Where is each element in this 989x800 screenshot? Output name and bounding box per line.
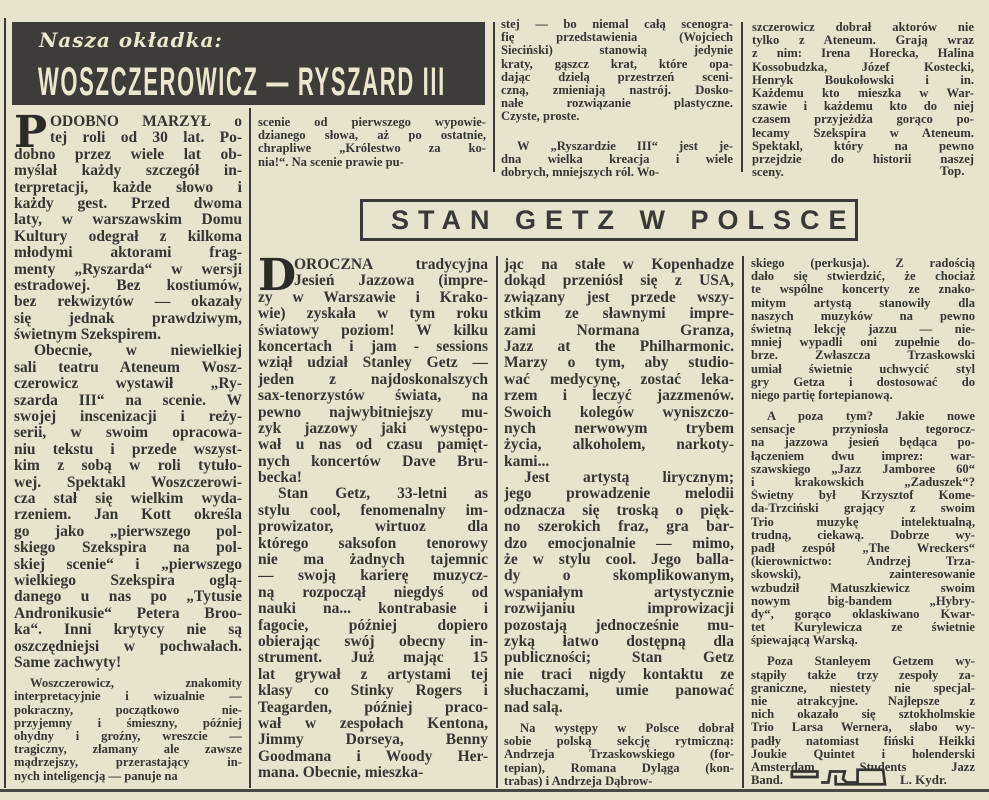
- text-line: OROCZNA tradycyjna: [294, 257, 488, 273]
- text-line: dobrych, mniejszych ról. Wo-: [501, 165, 660, 179]
- text-line: nie traci nigdy kontaktu ze: [504, 666, 734, 683]
- text-line: skiego Szekspira na pol-: [14, 540, 242, 557]
- text-line: estradowej. Bez kostiumów,: [14, 277, 242, 294]
- text-line: ną rozpoczął niegdyś od: [258, 584, 488, 601]
- text-line: dało się stwierdzić, że chociaż: [751, 270, 975, 284]
- text-line: Woszczerowicz, znakomity: [30, 677, 242, 691]
- article-1-signature: Top.: [940, 163, 965, 178]
- column-rule: [249, 108, 251, 788]
- article-1-kicker: Nasza okładka:: [39, 28, 223, 52]
- text-line: nowym big-bandem „Hybry-: [751, 594, 975, 608]
- text-line: kim z sobą w roli tytuło-: [14, 458, 242, 475]
- text-line: ohydny i groźny, wreszcie —: [14, 730, 242, 744]
- text-line: dy o skomplikowanym,: [504, 568, 734, 585]
- text-line: cza stał się wielkim wyda-: [14, 490, 242, 507]
- text-line: Kultury odegrał z kilkoma: [14, 228, 242, 245]
- text-line: Sieciński) stanowią jedynie: [501, 44, 733, 58]
- text-line: niu tekstu i przede wszyst-: [14, 441, 242, 458]
- text-line: kraty, gąszcz krat, które opa-: [501, 57, 733, 71]
- article-1-column-4: [752, 21, 974, 179]
- text-line: mniej wypadli oni zupełnie do-: [751, 336, 975, 350]
- paragraph: [14, 107, 242, 344]
- text-line: wał u nas od czasu pamięt-: [258, 437, 488, 454]
- text-line: sax-tenorzystów świata, na: [258, 388, 488, 405]
- text-line: dając dzielą przestrzeń sceni-: [501, 70, 733, 84]
- text-line: tej roli od 30 lat. Po-: [50, 130, 242, 147]
- text-line: wej. Spektakl Woszczerowi-: [14, 474, 242, 491]
- column-rule: [4, 18, 6, 788]
- article-1-column-3: [501, 18, 733, 179]
- text-line: nie atrakcyjne. Najlepsze z: [751, 695, 975, 708]
- drop-cap: D: [258, 250, 297, 301]
- text-line: pokraczny, początkowo nie-: [14, 703, 242, 717]
- text-line: mitym artystą stanowiły dla: [751, 296, 975, 310]
- text-line: odznacza się troską o pięk-: [504, 502, 734, 519]
- text-line: fagocie, później dopiero: [258, 617, 488, 634]
- text-line: Same zachwyty!: [14, 654, 122, 671]
- text-line: obierając swój obecny in-: [258, 633, 488, 650]
- paragraph: [501, 140, 733, 180]
- text-line: Henryk Boukołowski i in.: [752, 73, 974, 87]
- text-line: Andrzeja Trzaskowskiego (for-: [504, 748, 734, 762]
- text-line: no szerokich fraz, gra bar-: [504, 519, 734, 536]
- text-line: dzo emocjonalnie — mimo,: [504, 535, 734, 552]
- text-line: swojej inscenizacji i reży-: [14, 409, 242, 426]
- text-line: Teagarden, później praco-: [258, 699, 488, 716]
- text-line: przyjemny i śmieszny, później: [14, 716, 242, 730]
- text-line: W „Ryszardzie III“ jest je-: [517, 139, 733, 153]
- text-line: przejdzie do historii naszej: [752, 152, 974, 166]
- article-2-column-1: [258, 250, 488, 782]
- article-2-column-3: [751, 257, 975, 787]
- text-line: stej — bo niemal całą scenogra-: [501, 18, 733, 31]
- text-line: prowizator, wirtuoz dla: [258, 519, 488, 536]
- text-line: życia, alkoholem, narkoty-: [504, 437, 734, 454]
- text-line: dzianego słowa, aż po ostatnie,: [258, 129, 486, 143]
- text-line: Jimmy Dorseya, Benny: [258, 732, 488, 749]
- text-line: nałe rozwiązanie plastyczne.: [501, 97, 733, 111]
- paragraph: [504, 722, 734, 788]
- text-line: Spektakl, który na pewno: [752, 139, 974, 153]
- text-line: szawskiego „Jazz Jamboree 60“: [751, 462, 975, 476]
- text-line: nad salą.: [504, 699, 563, 716]
- text-line: ODOBNO MARZYŁ o: [50, 114, 242, 130]
- text-line: rzeniem. Jan Kott określa: [14, 507, 242, 524]
- text-line: mana. Obecnie, mieszka-: [258, 765, 424, 782]
- text-line: go jako „pierwszego pol-: [14, 523, 242, 540]
- text-line: zyk jazzowy jaki występo-: [258, 420, 488, 437]
- text-line: łączeniem dwu imprez: war-: [751, 449, 975, 463]
- paragraph: [504, 257, 734, 470]
- text-line: Joukie Quintet i holenderski: [751, 747, 975, 761]
- text-line: Swoich kolegów wyniszczo-: [504, 404, 734, 421]
- text-line: te wspólne koncerty ze znako-: [751, 283, 975, 297]
- text-line: serii, w swoim opracowa-: [14, 425, 242, 442]
- text-line: wspaniałym artystycznie: [504, 584, 734, 601]
- text-line: świetnym Szekspirem.: [14, 327, 161, 344]
- text-line: sensacje przyniosła tegorocz-: [751, 423, 975, 437]
- text-line: oszczędniejsi w pochwałach.: [14, 638, 242, 655]
- paragraph: [751, 410, 975, 647]
- article-2-title: STAN GETZ W POLSCE: [391, 205, 856, 235]
- text-line: skiej scenie“ i „pierwszego: [14, 556, 242, 573]
- text-line: mądrzejszy, przerastający in-: [14, 756, 242, 770]
- text-line: szczerowicz dobrał aktorów nie: [752, 21, 974, 34]
- paragraph: [258, 486, 488, 781]
- text-line: laty, w warszawskim Domu: [14, 212, 242, 229]
- text-line: zyką łatwo dostępną dla: [504, 633, 734, 650]
- text-line: słuchaczami, umie panować: [504, 683, 734, 700]
- text-line: fię przedstawienia (Wojciech: [501, 31, 733, 45]
- article-1-title: WOSZCZEROWICZ — RYSZARD III: [38, 60, 446, 104]
- text-line: lecamy Szekspira w Ateneum.: [752, 126, 974, 140]
- text-line: klasy co Stinky Rogers i: [258, 683, 488, 700]
- text-line: tylko z Ateneum. Grają wraz: [752, 34, 974, 48]
- text-line: sceny.: [752, 166, 784, 180]
- text-line: czasem przyjeżdża gorąco po-: [752, 113, 974, 127]
- text-line: że w stylu cool. Jego balla-: [504, 552, 734, 569]
- column-rule: [493, 22, 495, 172]
- text-line: bez rekwizytów — okazały: [14, 294, 242, 311]
- text-line: Trio muzykę intelektualną,: [751, 515, 975, 529]
- text-line: nich okazało się sztokholmskie: [751, 708, 975, 722]
- text-line: chrapliwe „Królestwo za ko-: [258, 142, 486, 156]
- drop-cap: P: [14, 107, 48, 158]
- text-line: Jest artystą lirycznym;: [524, 470, 734, 487]
- text-line: publiczności; Stan Getz: [504, 650, 734, 667]
- paragraph: [258, 116, 486, 169]
- paragraph: [14, 677, 242, 783]
- article-1-column-2: [258, 116, 486, 169]
- text-line: — swoją karierę muzycz-: [258, 568, 488, 585]
- text-line: graniczne, niestety nie specjal-: [751, 681, 975, 695]
- text-line: skowski), zainteresowanie: [751, 568, 975, 582]
- text-line: nia!“. Na scenie prawie pu-: [258, 155, 404, 169]
- text-line: Obecnie, w niewielkiej: [34, 343, 242, 360]
- text-line: Świetny był Krzysztof Kome-: [751, 489, 975, 503]
- text-line: wielkiego Szekspira oglą-: [14, 572, 242, 589]
- text-line: czną, zmieniają nastrój. Dosko-: [501, 83, 733, 97]
- text-line: i krakowskich „Zaduszek“?: [751, 476, 975, 489]
- signature-squiggle-icon: [790, 764, 895, 790]
- text-line: Andronikusie“ Petera Broo-: [14, 605, 242, 622]
- text-line: niego partię fortepianową.: [751, 388, 893, 402]
- text-line: światowy poziom! W kilku: [258, 322, 488, 339]
- paragraph: [752, 21, 974, 179]
- text-line: pozostają jednocześnie mu-: [504, 617, 734, 634]
- text-line: Każdemu kto mieszka w War-: [752, 86, 974, 100]
- text-line: wać medycynę, zostać leka-: [504, 371, 734, 388]
- text-line: szarda III“ na scenie. W: [14, 392, 242, 409]
- text-line: rzem i leczyć jazzmenów.: [504, 388, 734, 405]
- text-line: Na występy w Polsce dobrał: [520, 721, 734, 735]
- column-rule: [742, 256, 744, 788]
- text-line: lat grywał z artystami tej: [258, 666, 488, 683]
- text-line: śpiewającą Warską.: [751, 634, 858, 648]
- text-line: padł zespół „The Wreckers“: [751, 541, 975, 555]
- text-line: Amsterdam Students Jazz: [751, 760, 975, 774]
- text-line: dna wielka kreacja i wiele: [501, 152, 733, 166]
- paragraph: [14, 343, 242, 671]
- text-line: jąc na stałe w Kopenhadze: [504, 257, 734, 273]
- text-line: trabas) i Andrzeja Dąbrow-: [504, 774, 653, 788]
- text-line: wał w zespołach Kentona,: [258, 715, 488, 732]
- text-line: Trio Larsa Wernera, słabo wy-: [751, 721, 975, 735]
- text-line: interpretacyjnie i wizualnie —: [14, 690, 242, 704]
- text-line: padły natomiast fiński Heikki: [751, 734, 975, 748]
- column-rule: [741, 22, 743, 172]
- paragraph: [501, 18, 733, 124]
- text-line: związany jest przede wszy-: [504, 289, 734, 306]
- column-rule: [496, 256, 498, 788]
- article-2-header: [360, 199, 858, 241]
- text-line: pewno najwybitniejszy mu-: [258, 404, 488, 421]
- text-line: stkim ze sławnymi impre-: [504, 306, 734, 323]
- text-line: trudną, ciekawą. Dobrze wy-: [751, 528, 975, 542]
- text-line: każdy gest. Przed dwoma: [14, 195, 242, 212]
- article-1-column-1: [14, 107, 242, 783]
- text-line: danego u nas po „Tytusie: [14, 589, 242, 606]
- text-line: strument. Już mając 15: [258, 650, 488, 667]
- text-line: z nim: Irena Horecka, Halina: [752, 47, 974, 61]
- text-line: brze. Zwłaszcza Trzaskowski: [751, 349, 975, 363]
- text-line: becka!: [258, 470, 302, 487]
- paragraph: [258, 250, 488, 487]
- text-line: rozwijaniu improwizacji: [504, 601, 734, 618]
- text-line: A poza tym? Jakie nowe: [767, 410, 975, 424]
- text-line: się jednak prawdziwym,: [14, 310, 242, 327]
- text-line: Marzy o tym, aby studio-: [504, 355, 734, 372]
- text-line: szawie i każdemu kto do niej: [752, 100, 974, 114]
- text-line: nych nerwowym trybem: [504, 420, 734, 437]
- text-line: (kierownictwo: Andrzej Trza-: [751, 555, 975, 569]
- text-line: tepian), Romana Dyląga (kon-: [504, 761, 734, 775]
- text-line: Jazz at the Philharmonic.: [504, 338, 734, 355]
- text-line: gry Getza i dostosować do: [751, 375, 975, 389]
- text-line: Czyste, proste.: [501, 110, 580, 124]
- text-line: stylu cool, fenomenalny im-: [258, 502, 488, 519]
- text-line: nauki na... kontrabasie i: [258, 601, 488, 618]
- text-line: Poza Stanleyem Getzem wy-: [767, 655, 975, 669]
- text-line: Kossobudzka, Józef Kostecki,: [752, 60, 974, 74]
- text-line: wzbudził Matuszkiewicz swoim: [751, 581, 975, 595]
- text-line: na jazzowa jesień będąca po-: [751, 436, 975, 450]
- text-line: dy“, gorąco oklaskiwano Kwar-: [751, 607, 975, 621]
- text-line: Goodmana i Woody Her-: [258, 748, 488, 765]
- text-line: da-Trzciński grający z swoim: [751, 502, 975, 516]
- text-line: dokąd przeniósł się z USA,: [504, 273, 734, 290]
- text-line: Band.: [751, 774, 783, 788]
- text-line: nie ma żadnych tajemnic: [258, 552, 488, 569]
- text-line: umiał świetnie uchwycić styl: [751, 362, 975, 376]
- text-line: nych inteligencją — panuje na: [14, 769, 178, 783]
- text-line: myślał każdy szczegół in-: [14, 163, 242, 180]
- text-line: ka“. Inni krytycy nie są: [14, 622, 242, 639]
- text-line: kami...: [504, 453, 550, 470]
- text-line: jeden z najdoskonalszych: [258, 371, 488, 388]
- text-line: jego prowadzenie melodii: [504, 486, 734, 503]
- text-line: nych koncertów Dave Bru-: [258, 453, 488, 470]
- text-line: świetną lekcję jazzu — nie-: [751, 322, 975, 336]
- text-line: sobie polską sekcję rytmiczną:: [504, 735, 734, 749]
- text-line: młodymi aktorami frag-: [14, 245, 242, 262]
- text-line: Stan Getz, 33-letni as: [278, 486, 488, 503]
- text-line: wie) zyskała w tym roku: [258, 306, 488, 323]
- text-line: scenie od pierwszego wypowie-: [258, 116, 486, 129]
- paragraph: [751, 257, 975, 402]
- text-line: sali teatru Ateneum Wosz-: [14, 359, 242, 376]
- text-line: którego saksofon tenorowy: [258, 535, 488, 552]
- text-line: tet Kurylewicza ze świetnie: [751, 621, 975, 635]
- article-2-column-2: [504, 257, 734, 788]
- text-line: zy w Warszawie i Krako-: [258, 289, 488, 306]
- text-line: zami Normana Granza,: [504, 322, 734, 339]
- text-line: skiego (perkusja). Z radością: [751, 257, 975, 270]
- text-line: menty „Ryszarda“ w wersji: [14, 261, 242, 278]
- text-line: tragiczny, złamany ale zawsze: [14, 743, 242, 757]
- text-line: wziął udział Stanley Getz —: [258, 355, 488, 372]
- text-line: stąpiły także trzy zespoły za-: [751, 668, 975, 682]
- text-line: terpretacji, każde słowo i: [14, 179, 242, 196]
- article-1-header: [12, 22, 485, 105]
- text-line: Jesień Jazzowa (impre-: [294, 273, 488, 290]
- text-line: koncertach i jam - sessions: [258, 338, 488, 355]
- paragraph: [504, 470, 734, 716]
- article-2-signature: L. Kydr.: [900, 772, 947, 787]
- text-line: dobno przez wiele lat ob-: [14, 146, 242, 163]
- text-line: naszych muzyków na pewno: [751, 309, 975, 323]
- text-line: czerowicz wystawił „Ry-: [14, 376, 242, 393]
